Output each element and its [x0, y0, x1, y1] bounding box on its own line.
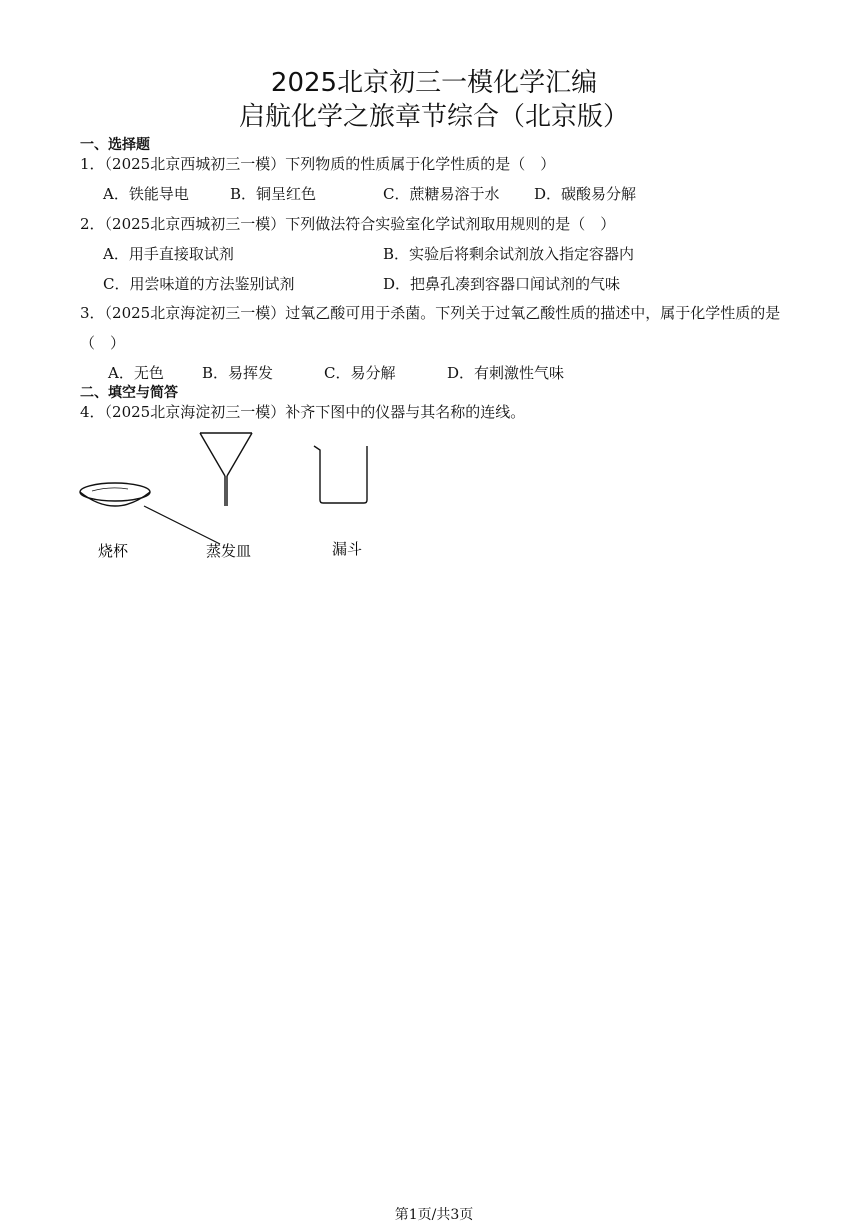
question-2-option-a: A．用手直接取试剂	[103, 245, 234, 263]
question-2-option-c: C．用尝味道的方法鉴别试剂	[103, 275, 295, 293]
funnel-icon	[200, 433, 252, 506]
section-heading-fill: 二、填空与简答	[80, 385, 178, 401]
question-1-option-b: B．铜呈红色	[230, 185, 317, 203]
question-text: （2025北京西城初三一模）下列物质的性质属于化学性质的是（ ）	[104, 155, 556, 173]
question-3-stem	[80, 303, 780, 323]
document-title: 2025北京初三一模化学汇编	[270, 68, 598, 98]
document-subtitle: 启航化学之旅章节综合（北京版）	[238, 102, 629, 132]
question-1-option-c: C．蔗糖易溶于水	[383, 185, 500, 203]
instrument-figure	[70, 428, 390, 568]
question-text: （2025北京海淀初三一模）过氧乙酸可用于杀菌。下列关于过氧乙酸性质的描述中，属于化学性质的是	[104, 304, 781, 322]
page-footer: 第1页/共3页	[394, 1207, 474, 1223]
question-1-option-d: D．碳酸易分解	[534, 185, 637, 203]
question-text: （2025北京西城初三一模）下列做法符合实验室化学试剂取用规则的是（ ）	[104, 215, 616, 233]
label-funnel: 漏斗	[332, 540, 363, 558]
question-1-option-a: A．铁能导电	[103, 185, 189, 203]
beaker-icon	[314, 446, 367, 503]
question-2-stem	[80, 214, 615, 234]
question-text: （2025北京海淀初三一模）补齐下图中的仪器与其名称的连线。	[104, 403, 526, 421]
evaporating-dish-icon	[80, 483, 150, 506]
question-3-option-c: C．易分解	[324, 364, 396, 382]
question-3-option-a: A．无色	[108, 364, 164, 382]
label-beaker: 烧杯	[98, 542, 129, 560]
question-number: 1．	[80, 155, 105, 173]
question-number: 4．	[80, 403, 105, 421]
question-3-option-d: D．有刺激性气味	[447, 364, 565, 382]
question-number: 3．	[80, 304, 105, 322]
question-3-option-b: B．易挥发	[202, 364, 274, 382]
question-number: 2．	[80, 215, 105, 233]
question-4-stem	[80, 402, 525, 422]
section-heading-choice: 一、选择题	[80, 137, 150, 153]
label-evaporating-dish: 蒸发皿	[206, 542, 252, 560]
question-3-stem-cont: （ ）	[80, 334, 126, 352]
connection-line	[144, 506, 220, 544]
question-2-option-b: B．实验后将剩余试剂放入指定容器内	[383, 245, 635, 263]
question-1-stem	[80, 154, 555, 174]
question-2-option-d: D．把鼻孔凑到容器口闻试剂的气味	[383, 275, 621, 293]
